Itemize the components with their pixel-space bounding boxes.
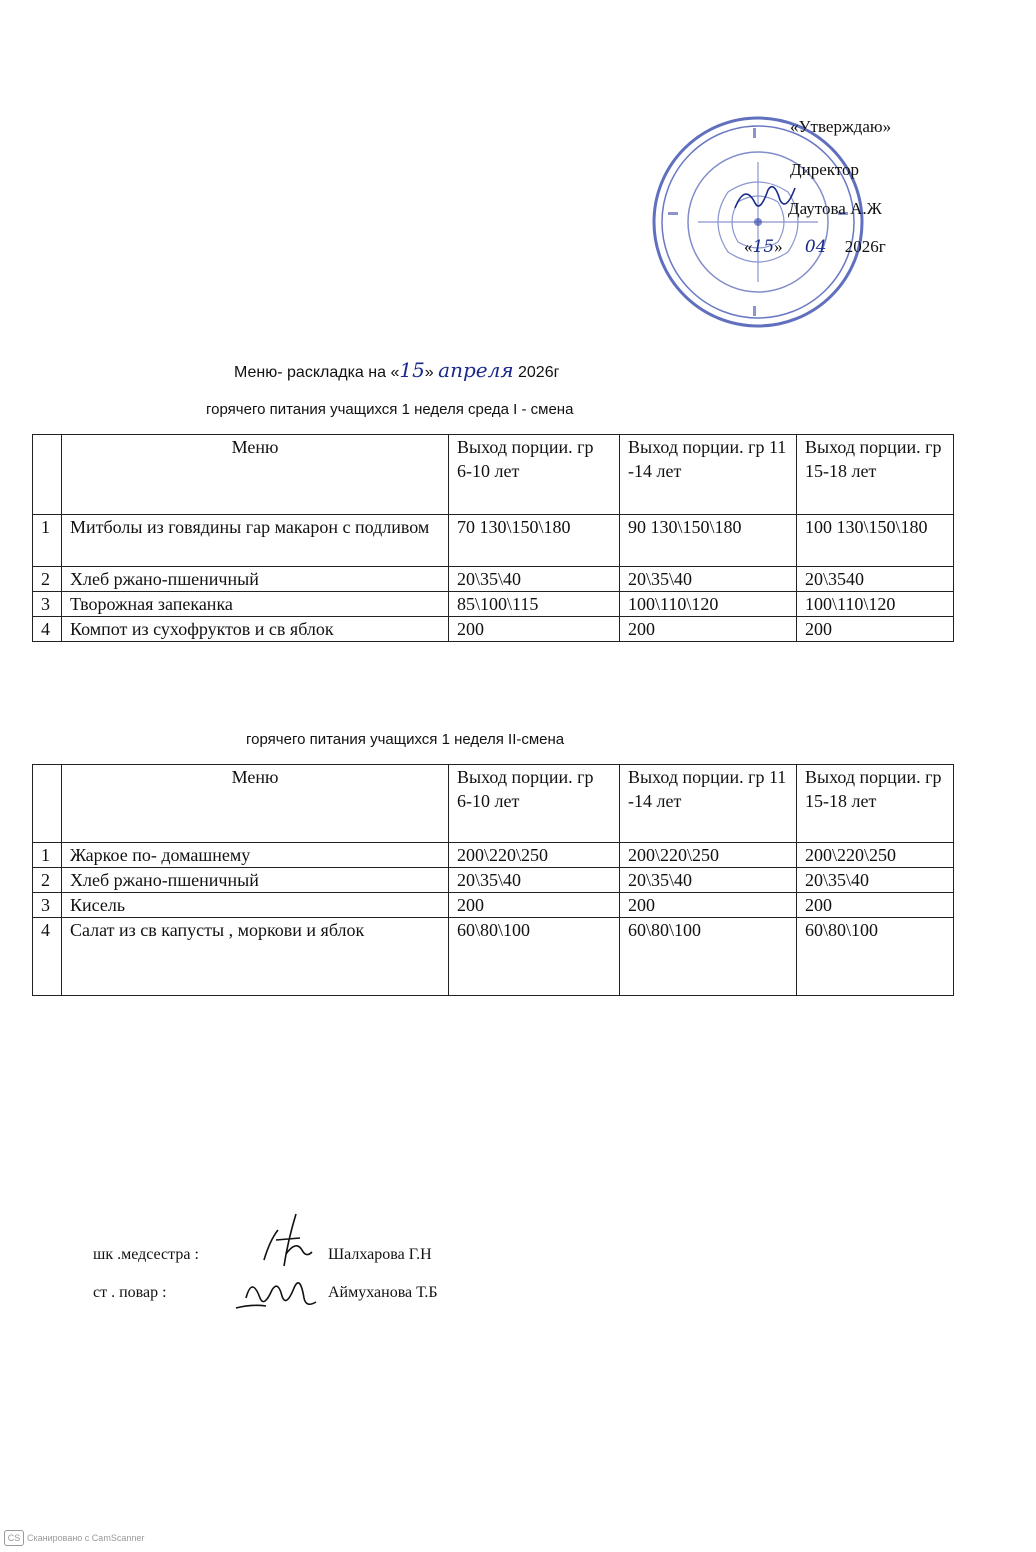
cook-name: Аймуханова Т.Б (328, 1284, 438, 1301)
nurse-role: шк .медсестра : (93, 1246, 199, 1263)
title-day: 15 (399, 358, 425, 382)
table-row: 2 Хлеб ржано-пшеничный 20\35\40 20\35\40 20\35\40 (33, 868, 954, 893)
approval-date-year: 2026г (844, 237, 886, 256)
official-stamp (648, 112, 868, 332)
approval-title: «Утверждаю» (790, 117, 892, 136)
camscanner-logo-icon: CS (4, 1530, 24, 1546)
table-row: 1 Митболы из говядины гар макарон с подливом 70 130\150\180 90 130\150\180 100 130\150\180 (33, 515, 954, 567)
menu-table-shift2 (32, 764, 954, 996)
header-age-11-14: Выход порции. гр 11 -14 лет (620, 435, 797, 515)
table-header-row (33, 435, 954, 515)
cook-signature (232, 1268, 318, 1316)
table-row: 4 Компот из сухофруктов и св яблок 200 200 200 (33, 617, 954, 642)
approval-date: «15» 04 2026г (744, 237, 886, 257)
header-menu: Меню (62, 765, 449, 843)
header-age-15-18: Выход порции. гр 15-18 лет (797, 765, 954, 843)
table2-caption: горячего питания учащихся 1 неделя II-смена (246, 731, 565, 748)
nurse-name: Шалхарова Г.Н (328, 1246, 432, 1263)
approval-position: Директор (790, 160, 859, 179)
table-header-row (33, 765, 954, 843)
table-row: 1 Жаркое по- домашнему 200\220\250 200\220\250 200\220\250 (33, 843, 954, 868)
header-menu: Меню (62, 435, 449, 515)
table-row: 4 Салат из св капусты , моркови и яблок 60\80\100 60\80\100 60\80\100 (33, 918, 954, 996)
approval-signer: Даутова А.Ж (788, 199, 882, 218)
header-age-6-10: Выход порции. гр 6-10 лет (449, 435, 620, 515)
title-month: апреля (438, 358, 514, 382)
table-row: 3 Творожная запеканка 85\100\115 100\110\120 100\110\120 (33, 592, 954, 617)
director-signature (730, 178, 800, 218)
menu-table-shift1 (32, 434, 954, 642)
header-age-15-18: Выход порции. гр 15-18 лет (797, 435, 954, 515)
header-num (33, 765, 62, 843)
table-row: 3 Кисель 200 200 200 (33, 893, 954, 918)
nurse-signature (256, 1210, 316, 1270)
document-title: Меню- раскладка на «15» апреля 2026г (234, 358, 560, 382)
header-age-11-14: Выход порции. гр 11 -14 лет (620, 765, 797, 843)
approval-date-month: 04 (804, 237, 827, 257)
header-age-6-10: Выход порции. гр 6-10 лет (449, 765, 620, 843)
cook-role: ст . повар : (93, 1284, 167, 1301)
approval-date-day: 15 (752, 237, 775, 257)
table-row: 2 Хлеб ржано-пшеничный 20\35\40 20\35\40 20\3540 (33, 567, 954, 592)
scanner-watermark: CS Сканировано с CamScanner (4, 1530, 144, 1546)
table1-caption: горячего питания учащихся 1 неделя среда I - смена (206, 401, 574, 418)
header-num (33, 435, 62, 515)
